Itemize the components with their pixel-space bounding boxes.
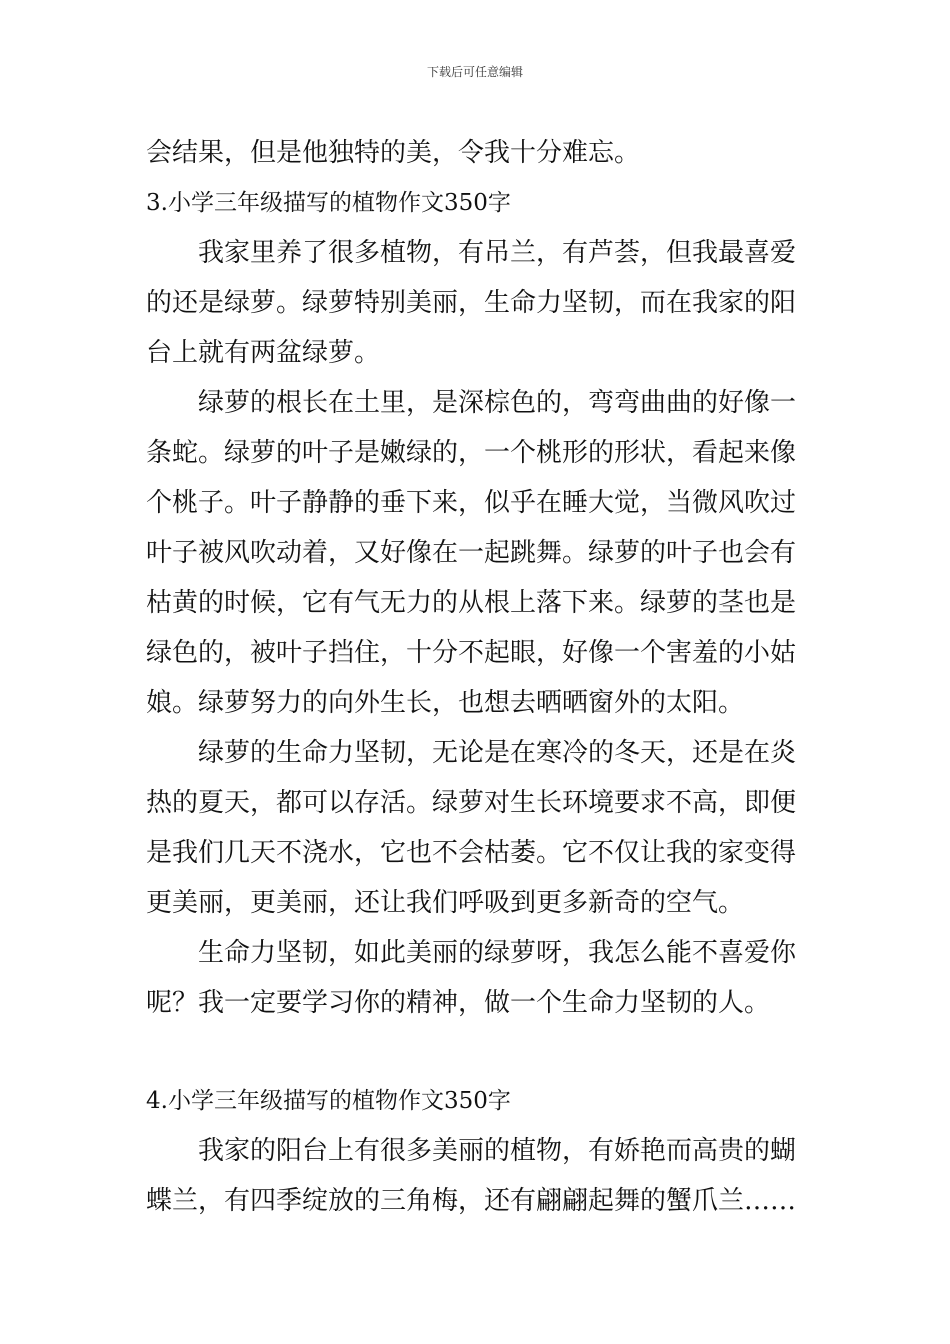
section-spacer (146, 1028, 812, 1076)
paragraph-line: 绿色的，被叶子挡住，十分不起眼，好像一个害羞的小姑 (146, 638, 797, 668)
paragraph-line: 条蛇。绿萝的叶子是嫩绿的，一个桃形的形状，看起来像 (146, 438, 797, 468)
page-header: 下载后可任意编辑 (426, 65, 523, 79)
section-heading: 3.小学三年级描写的植物作文350字 (146, 190, 511, 216)
paragraph-line: 更美丽，更美丽，还让我们呼吸到更多新奇的空气。 (146, 888, 745, 918)
document-body (146, 128, 812, 1226)
paragraph-line: 绿萝的生命力坚韧，无论是在寒冷的冬天，还是在炎 (198, 738, 797, 768)
paragraph-line: 会结果，但是他独特的美，令我十分难忘。 (146, 138, 641, 168)
paragraph-line: 我家里养了很多植物，有吊兰，有芦荟，但我最喜爱 (198, 238, 797, 268)
paragraph-line: 叶子被风吹动着，又好像在一起跳舞。绿萝的叶子也会有 (146, 538, 797, 568)
paragraph-line: 绿萝的根长在土里，是深棕色的，弯弯曲曲的好像一 (198, 388, 797, 418)
section-heading: 4.小学三年级描写的植物作文350字 (146, 1088, 511, 1114)
paragraph-line: 台上就有两盆绿萝。 (146, 338, 381, 368)
paragraph-line: 呢？我一定要学习你的精神，做一个生命力坚韧的人。 (146, 988, 771, 1018)
paragraph-line: 是我们几天不浇水，它也不会枯萎。它不仅让我的家变得 (146, 838, 797, 868)
paragraph-line: 娘。绿萝努力的向外生长，也想去晒晒窗外的太阳。 (146, 688, 745, 718)
paragraph-line: 热的夏天，都可以存活。绿萝对生长环境要求不高，即便 (146, 788, 797, 818)
paragraph-line: 个桃子。叶子静静的垂下来，似乎在睡大觉，当微风吹过 (146, 488, 797, 518)
paragraph-line: 蝶兰，有四季绽放的三角梅，还有翩翩起舞的蟹爪兰…… (146, 1186, 797, 1216)
paragraph-line: 的还是绿萝。绿萝特别美丽，生命力坚韧，而在我家的阳 (146, 288, 797, 318)
paragraph-line: 我家的阳台上有很多美丽的植物，有娇艳而高贵的蝴 (198, 1136, 797, 1166)
paragraph-line: 生命力坚韧，如此美丽的绿萝呀，我怎么能不喜爱你 (198, 938, 797, 968)
paragraph-line: 枯黄的时候，它有气无力的从根上落下来。绿萝的茎也是 (146, 588, 797, 618)
